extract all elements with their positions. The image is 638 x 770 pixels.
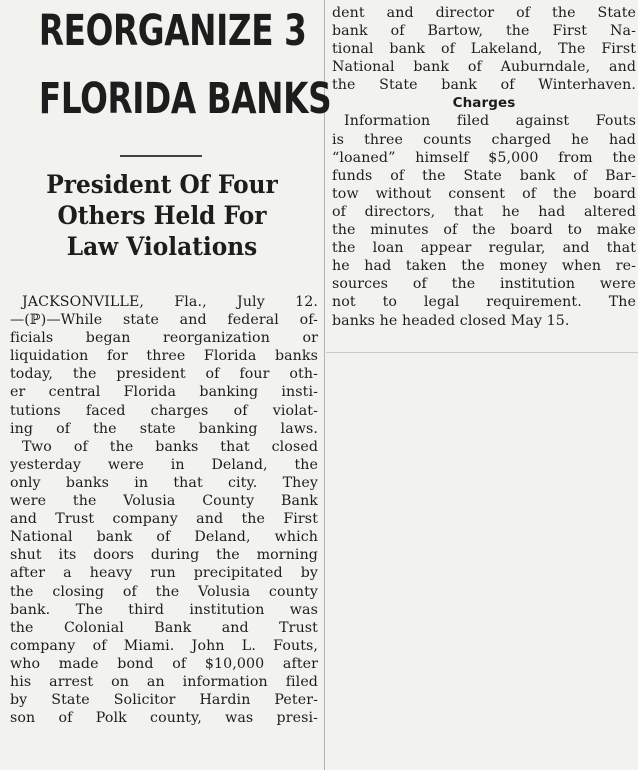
text-line: who made bond of $10,000 after bbox=[10, 655, 318, 672]
text-line: bank of Bartow, the First Na- bbox=[332, 23, 636, 40]
text-line: only banks in that city. They bbox=[10, 474, 318, 491]
text-line: tutions faced charges of violat- bbox=[10, 402, 318, 419]
right-column-bottom-edge bbox=[326, 352, 638, 353]
text-line: were the Volusia County Bank bbox=[10, 493, 318, 510]
text-line: after a heavy run precipitated by bbox=[10, 565, 318, 582]
right-column-top-text bbox=[332, 4, 636, 94]
text-line: ing of the state banking laws. bbox=[10, 420, 318, 437]
text-line: by State Solicitor Hardin Peter- bbox=[10, 692, 318, 709]
text-line: tow without consent of the board bbox=[332, 185, 636, 202]
text-line: yesterday were in Deland, the bbox=[10, 456, 318, 473]
right-column-body bbox=[332, 4, 636, 330]
text-line: today, the president of four oth- bbox=[10, 366, 318, 383]
text-line: the minutes of the board to make bbox=[332, 222, 636, 239]
text-line: liquidation for three Florida banks bbox=[10, 348, 318, 365]
text-line: funds of the State bank of Bar- bbox=[332, 167, 636, 184]
text-line: son of Polk county, was presi- bbox=[10, 710, 318, 727]
text-line: the closing of the Volusia county bbox=[10, 583, 318, 600]
text-line: and Trust company and the First bbox=[10, 511, 318, 528]
headline-divider bbox=[120, 155, 202, 157]
text-line: Two of the banks that closed bbox=[22, 438, 318, 455]
headline-line-2: FLORIDA BANKS bbox=[38, 74, 332, 124]
text-line: ficials began reorganization or bbox=[10, 330, 318, 347]
right-column bbox=[326, 0, 638, 352]
subhead-charges: Charges bbox=[452, 95, 516, 112]
text-line: National bank of Deland, which bbox=[10, 529, 318, 546]
text-line: Information filed against Fouts bbox=[344, 113, 636, 130]
text-line: the Colonial Bank and Trust bbox=[10, 619, 318, 636]
right-column-bottom-text bbox=[332, 112, 636, 329]
text-line: his arrest on an information filed bbox=[10, 673, 318, 690]
text-line: the State bank of Winterhaven. bbox=[332, 77, 636, 94]
text-line: company of Miami. John L. Fouts, bbox=[10, 637, 318, 654]
text-line: er central Florida banking insti- bbox=[10, 384, 318, 401]
left-column-body bbox=[10, 293, 318, 727]
text-line: “loaned” himself $5,000 from the bbox=[332, 149, 636, 166]
text-line: is three counts charged he had bbox=[332, 131, 636, 148]
text-line: tional bank of Lakeland, The First bbox=[332, 41, 636, 58]
text-line: of directors, that he had altered bbox=[332, 203, 636, 220]
deck-headline bbox=[11, 169, 312, 262]
text-line: bank. The third institution was bbox=[10, 601, 318, 618]
text-line: dent and director of the State bbox=[332, 5, 636, 21]
text-line: banks he headed closed May 15. bbox=[332, 312, 570, 329]
text-line: sources of the institution were bbox=[332, 276, 636, 293]
text-line: not to legal requirement. The bbox=[332, 294, 636, 311]
deck-line-1: President Of Four bbox=[46, 170, 278, 199]
text-line: the loan appear regular, and that bbox=[332, 240, 636, 257]
deck-line-2: Others Held For bbox=[57, 201, 267, 230]
text-line: he had taken the money when re- bbox=[332, 258, 636, 275]
text-line: National bank of Auburndale, and bbox=[332, 59, 636, 76]
headline-line-1: REORGANIZE 3 bbox=[38, 6, 307, 56]
text-line: shut its doors during the morning bbox=[10, 547, 318, 564]
deck-line-3: Law Violations bbox=[66, 232, 258, 261]
text-line: JACKSONVILLE, Fla., July 12. bbox=[22, 294, 318, 310]
text-line: —(ℙ)—While state and federal of- bbox=[10, 312, 318, 329]
